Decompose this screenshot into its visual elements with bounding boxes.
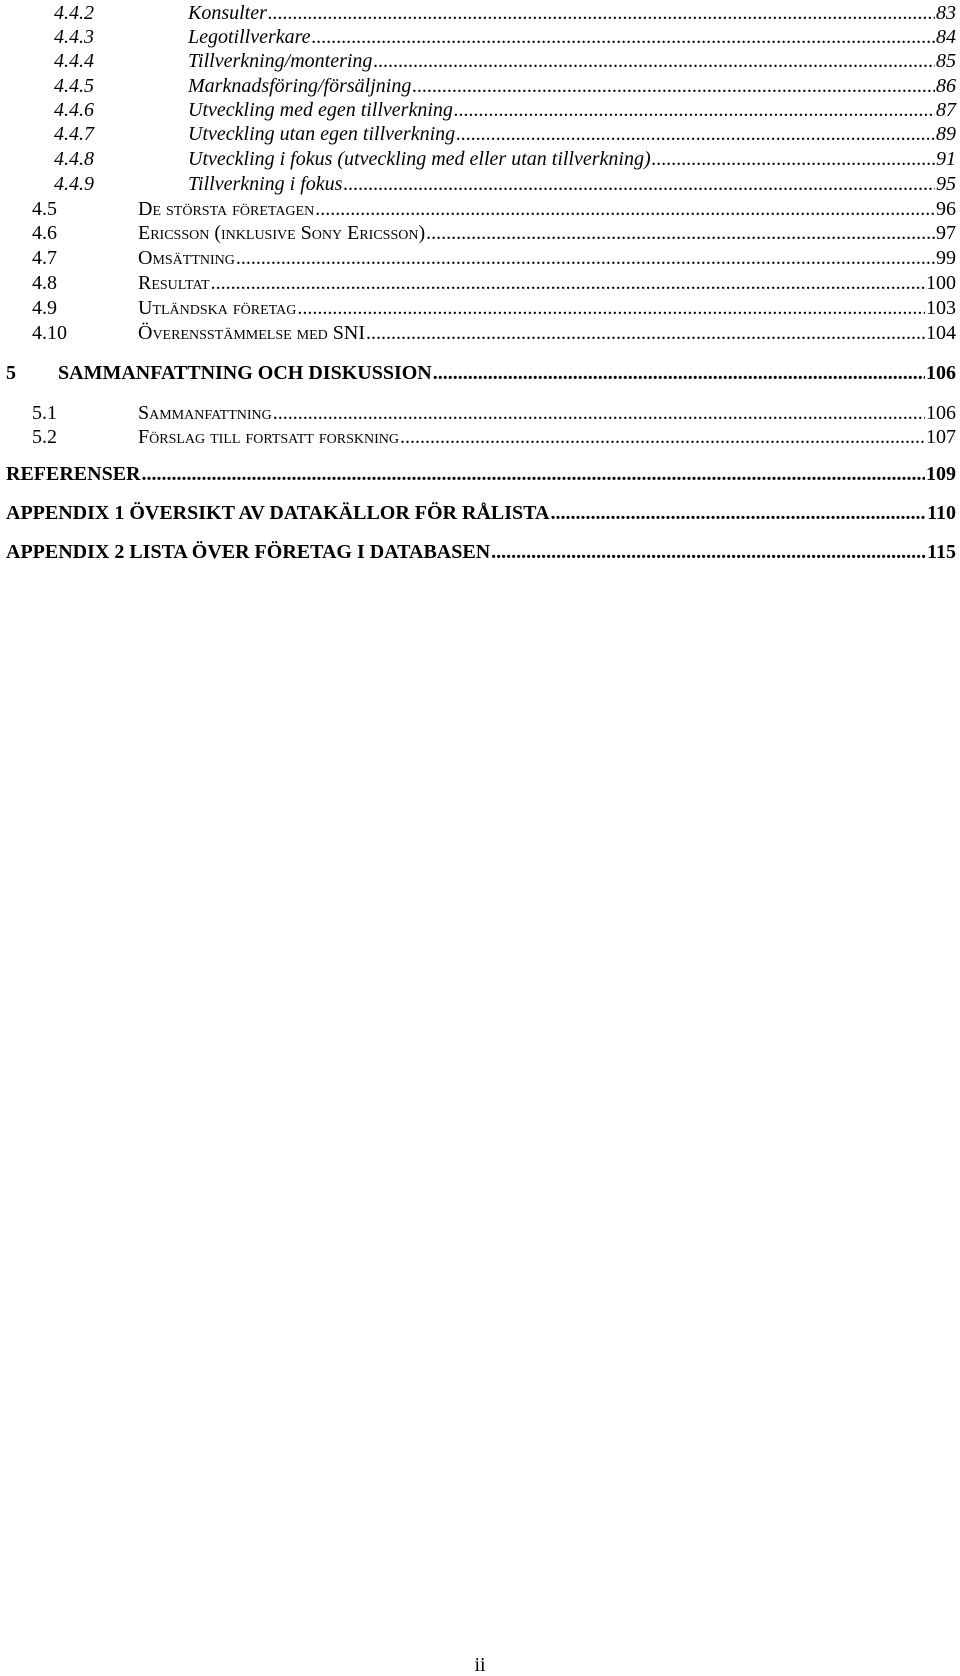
toc-leader-dots bbox=[273, 400, 925, 426]
toc-leader-dots bbox=[412, 73, 935, 99]
toc-leader-dots bbox=[426, 220, 935, 246]
toc-entry-title: Överensstämmelse med SNI bbox=[138, 322, 366, 344]
toc-entry-page: 85 bbox=[936, 50, 956, 72]
toc-leader-dots bbox=[491, 539, 926, 565]
toc-entry-page: 83 bbox=[936, 2, 956, 24]
toc-entry-page: 87 bbox=[936, 99, 956, 121]
toc-entry-page: 107 bbox=[926, 426, 956, 448]
toc-entry-number: 4.4.6 bbox=[54, 99, 94, 121]
toc-leader-dots bbox=[343, 171, 935, 197]
toc-entry-appendix-2[interactable] bbox=[6, 539, 956, 565]
toc-entry-appendix-1[interactable] bbox=[6, 500, 956, 526]
toc-entry-title: Ericsson (inklusive Sony Ericsson) bbox=[138, 222, 426, 244]
toc-entry-page: 106 bbox=[926, 362, 956, 384]
toc-entry-title: SAMMANFATTNING OCH DISKUSSION bbox=[58, 362, 432, 384]
toc-entry-number: 4.9 bbox=[32, 297, 57, 319]
toc-entry-number: 5 bbox=[6, 362, 16, 384]
toc-entry-page: 97 bbox=[936, 222, 956, 244]
toc-entry-4-5[interactable] bbox=[6, 196, 956, 222]
toc-entry-4-4-9[interactable] bbox=[6, 171, 956, 197]
toc-leader-dots bbox=[141, 461, 925, 487]
toc-entry-number: 5.1 bbox=[32, 402, 57, 424]
toc-entry-page: 106 bbox=[926, 402, 956, 424]
toc-entry-title: Utveckling utan egen tillverkning bbox=[188, 123, 456, 145]
toc-entry-4-4-3[interactable] bbox=[6, 24, 956, 50]
toc-entry-5-2[interactable] bbox=[6, 424, 956, 450]
toc-leader-dots bbox=[373, 48, 935, 74]
toc-entry-page: 103 bbox=[926, 297, 956, 319]
toc-entry-title: Legotillverkare bbox=[188, 26, 311, 48]
toc-entry-number: 4.4.3 bbox=[54, 26, 94, 48]
toc-leader-dots bbox=[366, 320, 925, 346]
toc-entry-4-9[interactable] bbox=[6, 295, 956, 321]
toc-entry-4-4-8[interactable] bbox=[6, 146, 956, 172]
toc-entry-number: 4.6 bbox=[32, 222, 57, 244]
toc-leader-dots bbox=[550, 500, 926, 526]
toc-entry-referenser[interactable] bbox=[6, 461, 956, 487]
toc-leader-dots bbox=[400, 424, 925, 450]
toc-entry-number: 4.8 bbox=[32, 272, 57, 294]
toc-entry-title: De största företagen bbox=[138, 198, 315, 220]
toc-entry-title: Tillverkning i fokus bbox=[188, 173, 343, 195]
toc-leader-dots bbox=[315, 196, 935, 222]
toc-entry-page: 84 bbox=[936, 26, 956, 48]
toc-entry-page: 95 bbox=[936, 173, 956, 195]
toc-entry-page: 104 bbox=[926, 322, 956, 344]
toc-entry-4-10[interactable] bbox=[6, 320, 956, 346]
toc-leader-dots bbox=[454, 97, 935, 123]
toc-entry-title: APPENDIX 2 LISTA ÖVER FÖRETAG I DATABASEN bbox=[6, 541, 491, 563]
toc-entry-number: 4.5 bbox=[32, 198, 57, 220]
toc-entry-4-8[interactable] bbox=[6, 270, 956, 296]
toc-entry-number: 4.7 bbox=[32, 247, 57, 269]
toc-entry-title: Utländska företag bbox=[138, 297, 297, 319]
toc-entry-number: 4.4.5 bbox=[54, 75, 94, 97]
toc-entry-number: 4.4.2 bbox=[54, 2, 94, 24]
toc-entry-4-7[interactable] bbox=[6, 245, 956, 271]
toc-entry-4-4-2[interactable] bbox=[6, 0, 956, 26]
toc-entry-title: Förslag till fortsatt forskning bbox=[138, 426, 399, 448]
toc-entry-page: 99 bbox=[936, 247, 956, 269]
toc-entry-4-4-7[interactable] bbox=[6, 121, 956, 147]
toc-entry-page: 96 bbox=[936, 198, 956, 220]
toc-leader-dots bbox=[211, 270, 925, 296]
toc-entry-4-6[interactable] bbox=[6, 220, 956, 246]
toc-entry-5[interactable] bbox=[6, 360, 956, 386]
toc-leader-dots bbox=[652, 146, 935, 172]
toc-entry-page: 89 bbox=[936, 123, 956, 145]
toc-leader-dots bbox=[268, 0, 935, 26]
toc-leader-dots bbox=[456, 121, 935, 147]
toc-entry-page: 86 bbox=[936, 75, 956, 97]
toc-entry-title: APPENDIX 1 ÖVERSIKT AV DATAKÄLLOR FÖR RÅLISTA bbox=[6, 502, 550, 524]
toc-entry-5-1[interactable] bbox=[6, 400, 956, 426]
toc-entry-title: Marknadsföring/försäljning bbox=[188, 75, 412, 97]
toc-entry-title: Omsättning bbox=[138, 247, 235, 269]
toc-entry-4-4-5[interactable] bbox=[6, 73, 956, 99]
toc-leader-dots bbox=[236, 245, 935, 271]
toc-entry-title: Sammanfattning bbox=[138, 402, 272, 424]
toc-entry-title: REFERENSER bbox=[6, 463, 141, 485]
toc-entry-title: Utveckling i fokus (utveckling med eller utan tillverkning) bbox=[188, 148, 651, 170]
toc-leader-dots bbox=[312, 24, 935, 50]
toc-entry-number: 4.4.7 bbox=[54, 123, 94, 145]
toc-entry-number: 4.10 bbox=[32, 322, 67, 344]
toc-entry-number: 4.4.4 bbox=[54, 50, 94, 72]
toc-entry-page: 91 bbox=[936, 148, 956, 170]
page-number: ii bbox=[474, 1654, 486, 1676]
toc-entry-page: 109 bbox=[926, 463, 956, 485]
toc-entry-title: Utveckling med egen tillverkning bbox=[188, 99, 453, 121]
toc-entry-number: 4.4.8 bbox=[54, 148, 94, 170]
toc-entry-number: 5.2 bbox=[32, 426, 57, 448]
toc-entry-4-4-6[interactable] bbox=[6, 97, 956, 123]
toc-leader-dots bbox=[433, 360, 925, 386]
toc-entry-title: Tillverkning/montering bbox=[188, 50, 373, 72]
toc-entry-4-4-4[interactable] bbox=[6, 48, 956, 74]
toc-leader-dots bbox=[297, 295, 925, 321]
toc-entry-title: Resultat bbox=[138, 272, 210, 294]
toc-entry-page: 100 bbox=[926, 272, 956, 294]
toc-entry-page: 110 bbox=[927, 502, 956, 524]
toc-entry-title: Konsulter bbox=[188, 2, 267, 24]
toc-entry-number: 4.4.9 bbox=[54, 173, 94, 195]
toc-entry-page: 115 bbox=[927, 541, 956, 563]
